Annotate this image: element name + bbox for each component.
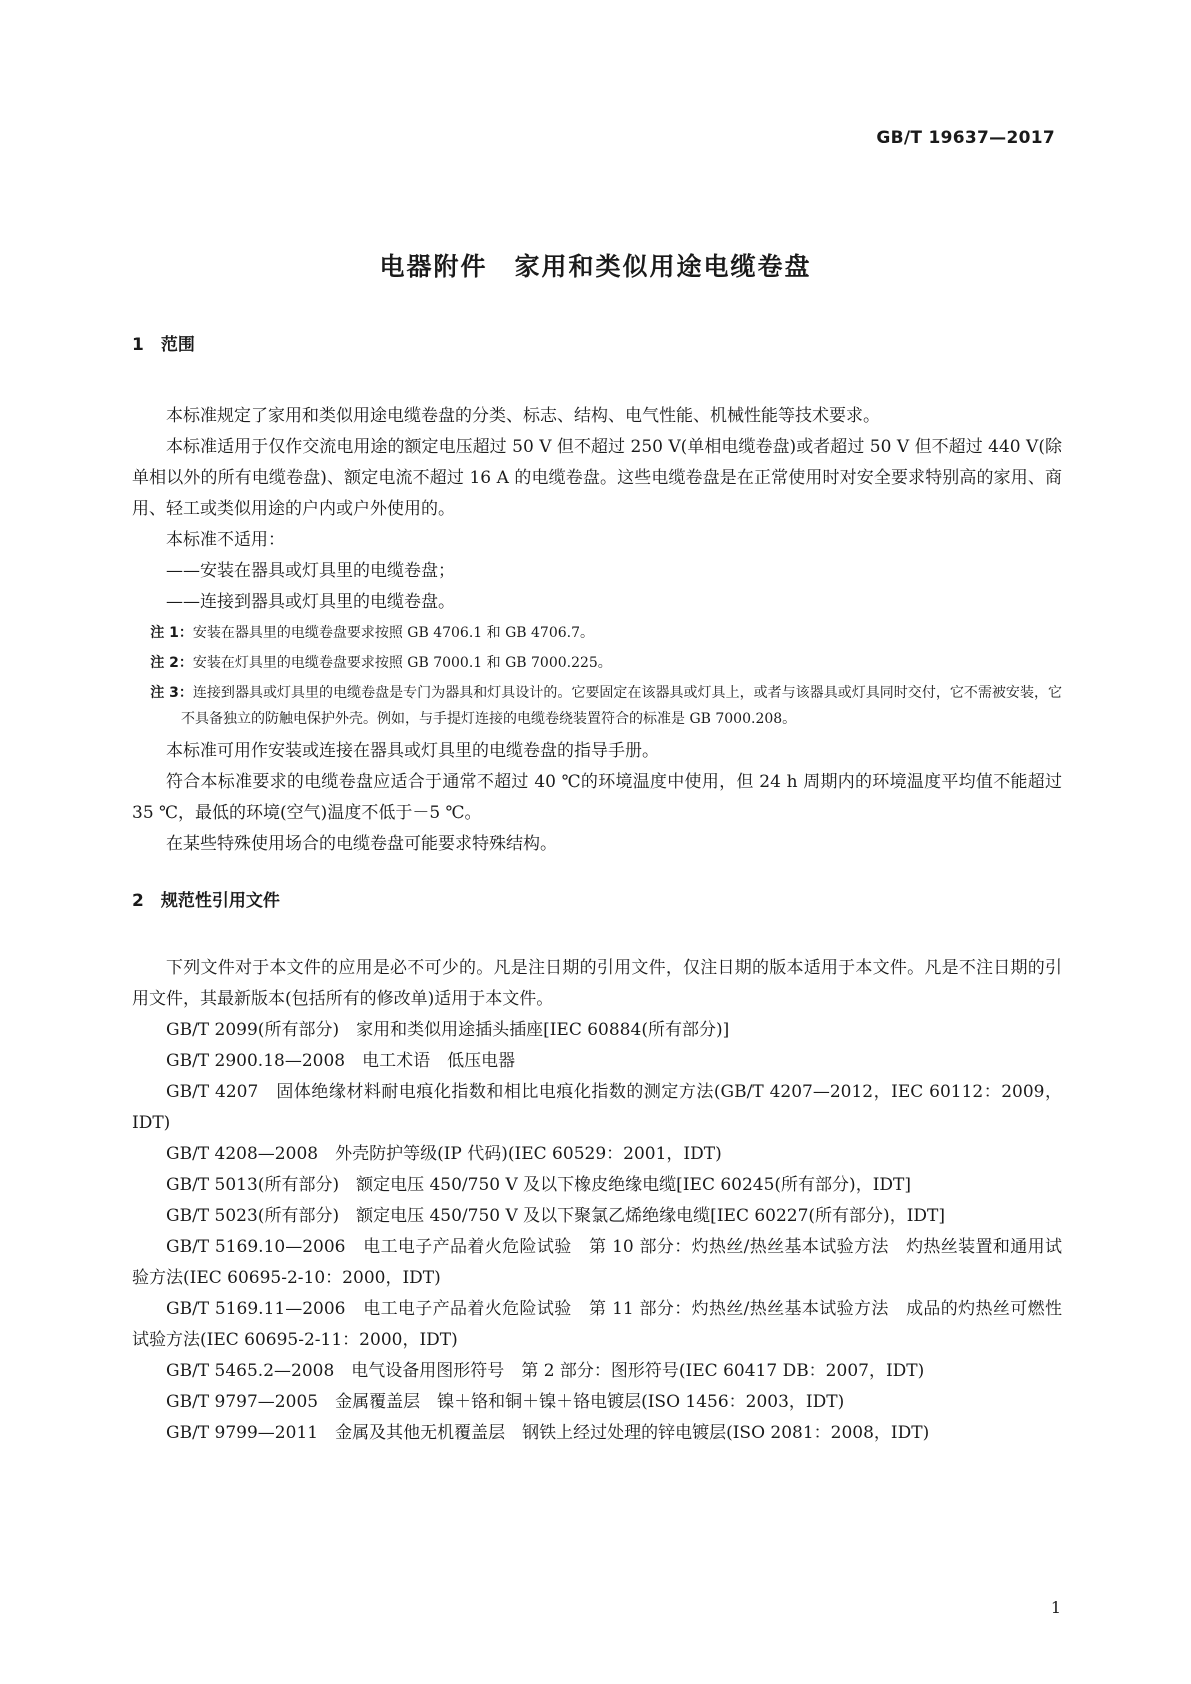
document-title: 电器附件 家用和类似用途电缆卷盘: [379, 251, 812, 281]
reference-item: GB/T 9797—2005 金属覆盖层 镍＋铬和铜＋镍＋铬电镀层(ISO 1456：2003，IDT): [166, 1392, 845, 1412]
note: [132, 650, 1062, 676]
document-body: [132, 330, 1062, 1449]
reference-item: GB/T 5013(所有部分) 额定电压 450/750 V 及以下橡皮绝缘电缆[IEC 60245(所有部分)，IDT]: [166, 1175, 912, 1195]
standard-number: GB/T 19637—2017: [876, 128, 1055, 148]
note-text: 安装在灯具里的电缆卷盘要求按照 GB 7000.1 和 GB 7000.225。: [192, 655, 612, 671]
reference-item: GB/T 5023(所有部分) 额定电压 450/750 V 及以下聚氯乙烯绝缘电缆[IEC 60227(所有部分)，IDT]: [166, 1206, 946, 1226]
paragraph: 本标准可用作安装或连接在器具或灯具里的电缆卷盘的指导手册。: [166, 741, 659, 761]
paragraph: 在某些特殊使用场合的电缆卷盘可能要求特殊结构。: [166, 834, 557, 854]
reference-item: GB/T 5465.2—2008 电气设备用图形符号 第 2 部分：图形符号(IEC 60417 DB：2007，IDT): [166, 1361, 925, 1381]
dash-list-item: ——连接到器具或灯具里的电缆卷盘。: [166, 592, 455, 612]
page-number: 1: [1050, 1598, 1061, 1617]
reference-item: GB/T 2099(所有部分) 家用和类似用途插头插座[IEC 60884(所有部分)]: [166, 1020, 730, 1040]
section-heading-scope: 1 范围: [132, 335, 195, 355]
note-text: 连接到器具或灯具里的电缆卷盘是专门为器具和灯具设计的。它要固定在该器具或灯具上，或者与该器具或灯具同时交付，它不需被安装，它不具备独立的防触电保护外壳。例如，与手提灯连接的电缆卷绕装置符合的标准是 GB 7000.208。: [181, 685, 1062, 727]
reference-item: GB/T 5169.11—2006 电工电子产品着火危险试验 第 11 部分：灼热丝/热丝基本试验方法 成品的灼热丝可燃性试验方法(IEC 60695-2-11：2000，IDT): [132, 1299, 1062, 1350]
note-label: 注 1：: [150, 625, 193, 641]
section-heading-normative-references: 2 规范性引用文件: [132, 891, 280, 911]
reference-item: GB/T 5169.10—2006 电工电子产品着火危险试验 第 10 部分：灼热丝/热丝基本试验方法 灼热丝装置和通用试验方法(IEC 60695-2-10：2000，IDT): [132, 1237, 1062, 1288]
reference-item: GB/T 2900.18—2008 电工术语 低压电器: [166, 1051, 516, 1071]
paragraph: 符合本标准要求的电缆卷盘应适合于通常不超过 40 ℃的环境温度中使用，但 24 h 周期内的环境温度平均值不能超过 35 ℃，最低的环境(空气)温度不低于－5 ℃。: [132, 772, 1062, 823]
reference-item: GB/T 9799—2011 金属及其他无机覆盖层 钢铁上经过处理的锌电镀层(ISO 2081：2008，IDT): [166, 1423, 930, 1443]
note: [132, 620, 1062, 646]
reference-item: GB/T 4207 固体绝缘材料耐电痕化指数和相比电痕化指数的测定方法(GB/T 4207—2012，IEC 60112：2009，IDT): [132, 1082, 1062, 1133]
paragraph: 本标准规定了家用和类似用途电缆卷盘的分类、标志、结构、电气性能、机械性能等技术要求。: [166, 406, 880, 426]
paragraph: 本标准不适用：: [166, 530, 285, 550]
note-label: 注 3：: [150, 685, 193, 701]
note: [132, 680, 1062, 732]
note-text: 安装在器具里的电缆卷盘要求按照 GB 4706.1 和 GB 4706.7。: [192, 625, 594, 641]
reference-item: GB/T 4208—2008 外壳防护等级(IP 代码)(IEC 60529：2001，IDT): [166, 1144, 722, 1164]
dash-list-item: ——安装在器具或灯具里的电缆卷盘；: [166, 561, 455, 581]
note-label: 注 2：: [150, 655, 193, 671]
paragraph: 下列文件对于本文件的应用是必不可少的。凡是注日期的引用文件，仅注日期的版本适用于本文件。凡是不注日期的引用文件，其最新版本(包括所有的修改单)适用于本文件。: [132, 958, 1062, 1009]
paragraph: 本标准适用于仅作交流电用途的额定电压超过 50 V 但不超过 250 V(单相电缆卷盘)或者超过 50 V 但不超过 440 V(除单相以外的所有电缆卷盘)、额定电流不超过 16 A 的电缆卷盘。这些电缆卷盘是在正常使用时对安全要求特别高的家用、商用、轻工或类似用途的户内或户外使用的。: [132, 437, 1062, 519]
